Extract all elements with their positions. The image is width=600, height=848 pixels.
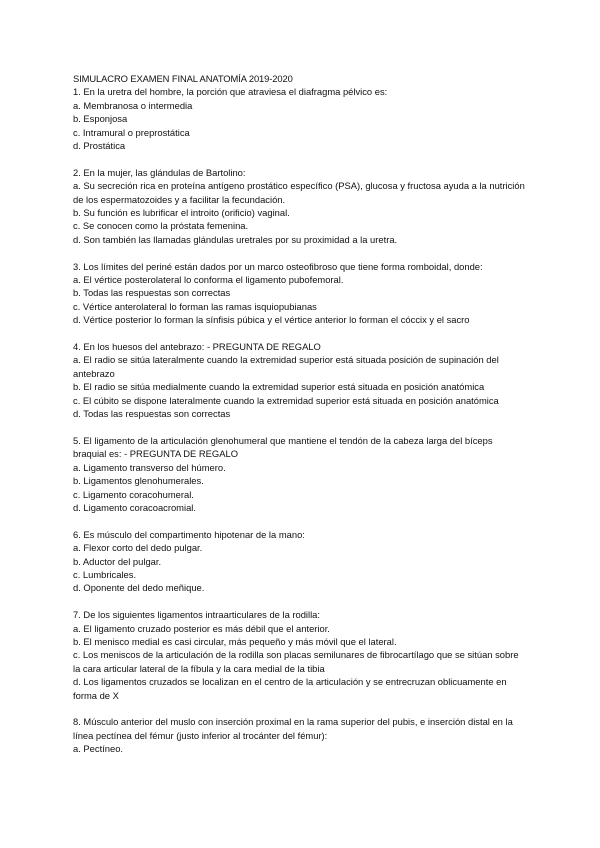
answer-option: d. Prostática (73, 140, 126, 152)
answer-option: d. Los ligamentos cruzados se localizan en el centro de la articulación y se entrecruzan oblicuamente en forma de X (73, 676, 507, 701)
answer-option: a. Membranosa o intermedia (73, 99, 193, 111)
answer-option: a. El vértice posterolateral lo conforma el ligamento pubofemoral. (73, 274, 344, 286)
question-stem: 8. Músculo anterior del muslo con inserción proximal en la rama superior del pubis, e inserción distal en la línea pectínea del fémur (justo inferior al trocánter del fémur): (73, 716, 513, 741)
answer-option: a. El ligamento cruzado posterior es más débil que el anterior. (73, 622, 330, 634)
answer-option: a. El radio se sitúa lateralmente cuando la extremidad superior está situada posición de supinación del antebrazo (73, 354, 499, 379)
question-4 (73, 340, 528, 420)
answer-option: d. Vértice posterior lo forman la sínfisis púbica y el vértice anterior lo forman el cóccix y el sacro (73, 314, 470, 326)
answer-option: b. Su función es lubrificar el introito (orificio) vaginal. (73, 207, 290, 219)
document-title: SIMULACRO EXAMEN FINAL ANATOMÍA 2019-2020 (73, 73, 293, 84)
answer-option: b. Ligamentos glenohumerales. (73, 475, 204, 487)
answer-option: a. Flexor corto del dedo pulgar. (73, 542, 203, 554)
answer-option: b. Aductor del pulgar. (73, 555, 162, 567)
answer-option: c. Se conocen como la próstata femenina. (73, 220, 249, 232)
question-1 (73, 85, 528, 152)
answer-option: c. Ligamento coracohumeral. (73, 488, 194, 500)
answer-option: b. El radio se sitúa medialmente cuando la extremidad superior está situada en posición anatómica (73, 381, 485, 393)
answer-option: c. El cúbito se dispone lateralmente cuando la extremidad superior está situada en posición anatómica (73, 394, 499, 406)
answer-option: b. Esponjosa (73, 113, 128, 125)
question-3 (73, 260, 528, 327)
question-2 (73, 166, 528, 246)
question-stem: 4. En los huesos del antebrazo: - PREGUNTA DE REGALO (73, 341, 321, 353)
question-7 (73, 608, 528, 702)
question-stem: 1. En la uretra del hombre, la porción que atraviesa el diafragma pélvico es: (73, 86, 388, 98)
answer-option: b. El menisco medial es casi circular, más pequeño y más móvil que el lateral. (73, 635, 397, 647)
question-6 (73, 528, 528, 595)
answer-option: c. Lumbricales. (73, 568, 137, 580)
question-5 (73, 434, 528, 514)
answer-option: a. Ligamento transverso del húmero. (73, 461, 226, 473)
answer-option: d. Son también las llamadas glándulas uretrales por su proximidad a la uretra. (73, 233, 398, 245)
answer-option: d. Oponente del dedo meñique. (73, 582, 205, 594)
document-content (73, 72, 528, 769)
answer-option: d. Ligamento coracoacromial. (73, 501, 196, 513)
question-8 (73, 715, 528, 755)
answer-option: a. Pectíneo. (73, 743, 124, 755)
answer-option: c. Intramural o preprostática (73, 126, 190, 138)
question-stem: 2. En la mujer, las glándulas de Bartolino: (73, 166, 246, 178)
question-stem: 7. De los siguientes ligamentos intraarticulares de la rodilla: (73, 609, 321, 621)
question-stem: 5. El ligamento de la articulación glenohumeral que mantiene el tendón de la cabeza larga del bíceps braquial es: - PREGUNTA DE REGALO (73, 434, 493, 460)
answer-option: a. Su secreción rica en proteína antígeno prostático específico (PSA), glucosa y fructosa ayuda a la nutrición de los espermatozoides y a facilitar la fecundación. (73, 180, 525, 205)
question-stem: 6. Es músculo del compartimento hipotenar de la mano: (73, 528, 305, 540)
answer-option: c. Los meniscos de la articulación de la rodilla son placas semilunares de fibrocartílago que se sitúan sobre la cara articular lateral de la fíbula y la cara medial de la tibia (73, 649, 519, 674)
answer-option: b. Todas las respuestas son correctas (73, 287, 231, 299)
answer-option: d. Todas las respuestas son correctas (73, 408, 231, 420)
answer-option: c. Vértice anterolateral lo forman las ramas isquiopubianas (73, 300, 317, 312)
question-stem: 3. Los límites del periné están dados por un marco osteofibroso que tiene forma romboidal, donde: (73, 260, 483, 272)
